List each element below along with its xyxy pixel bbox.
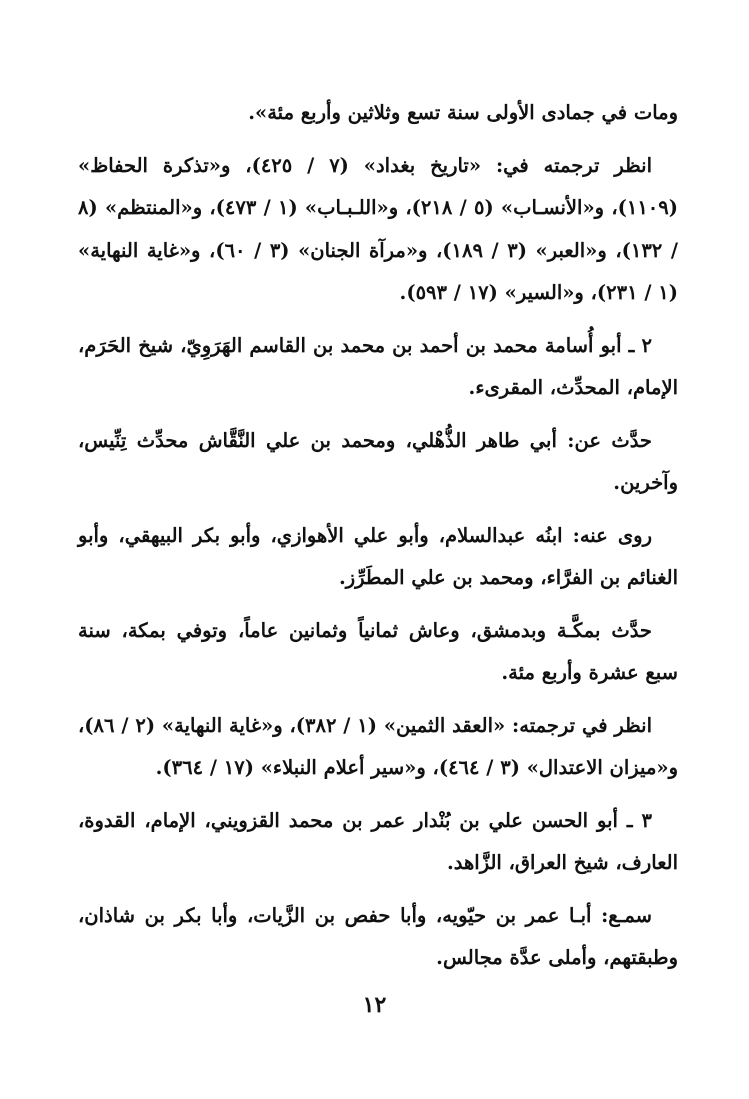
paragraph-entry-2-title: ٢ ـ أبو أُسامة محمد بن أحمد بن محمد بن القاسم الهَرَوِيّ، شيخ الحَرَم، الإمام، المحدِّث، المقرىء. — [78, 333, 678, 399]
paragraph-sources-2: انظر في ترجمته: «العقد الثمين» (١ / ٣٨٢)، و«غاية النهاية» (٢ / ٨٦)، و«ميزان الاعتدال» (٣ / ٤٦٤)، و«سير أعلام النبلاء» (١٧ / ٣٦٤). — [78, 713, 678, 779]
paragraph-entry-2-death: حدَّث بمكَّـة وبدمشق، وعاش ثمانياً وثمانين عاماً، وتوفي بمكة، سنة سبع عشرة وأربع مئة. — [78, 618, 678, 684]
page-body — [78, 92, 678, 990]
paragraph-entry-2-students: روى عنه: ابنُه عبدالسلام، وأبو علي الأهوازي، وأبو بكر البيهقي، وأبو الغنائم بن الفرَّاء، ومحمد بن علي المطَرِّز. — [78, 523, 678, 589]
page-number: ١٢ — [362, 992, 387, 1018]
paragraph-entry-3-title: ٣ ـ أبو الحسن علي بن بُنْدار عمر بن محمد القزويني، الإمام، القدوة، العارف، شيخ العراق، الزَّاهد. — [78, 808, 678, 874]
paragraph-entry-2-teachers: حدَّث عن: أبي طاهر الذُّهْلي، ومحمد بن علي النَّقَّاش محدِّث تِنِّيس، وآخرين. — [78, 428, 678, 494]
paragraph-sources-1: انظر ترجمته في: «تاريخ بغداد» (٧ / ٤٢٥)، و«تذكرة الحفاظ» (١١٠٩)، و«الأنسـاب» (٥ / ٢١٨)، و«اللـبـاب» (١ / ٤٧٣)، و«المنتظم» (٨ / ١٣٢)، و«العبر» (٣ / ١٨٩)، و«مرآة الجنان» (٣ / ٦٠)، و«غاية النهاية» (١ / ٢٣١)، و«السير» (١٧ / ٥٩٣). — [78, 153, 678, 304]
paragraph-entry-3-teachers: سمـع: أبـا عمر بن حيّويه، وأبا حفص بن الزَّيات، وأبا بكر بن شاذان، وطبقتهم، وأملى عدَّة مجالس. — [78, 903, 678, 969]
paragraph-death-note: ومات في جمادى الأولى سنة تسع وثلاثين وأربع مئة». — [248, 101, 678, 124]
